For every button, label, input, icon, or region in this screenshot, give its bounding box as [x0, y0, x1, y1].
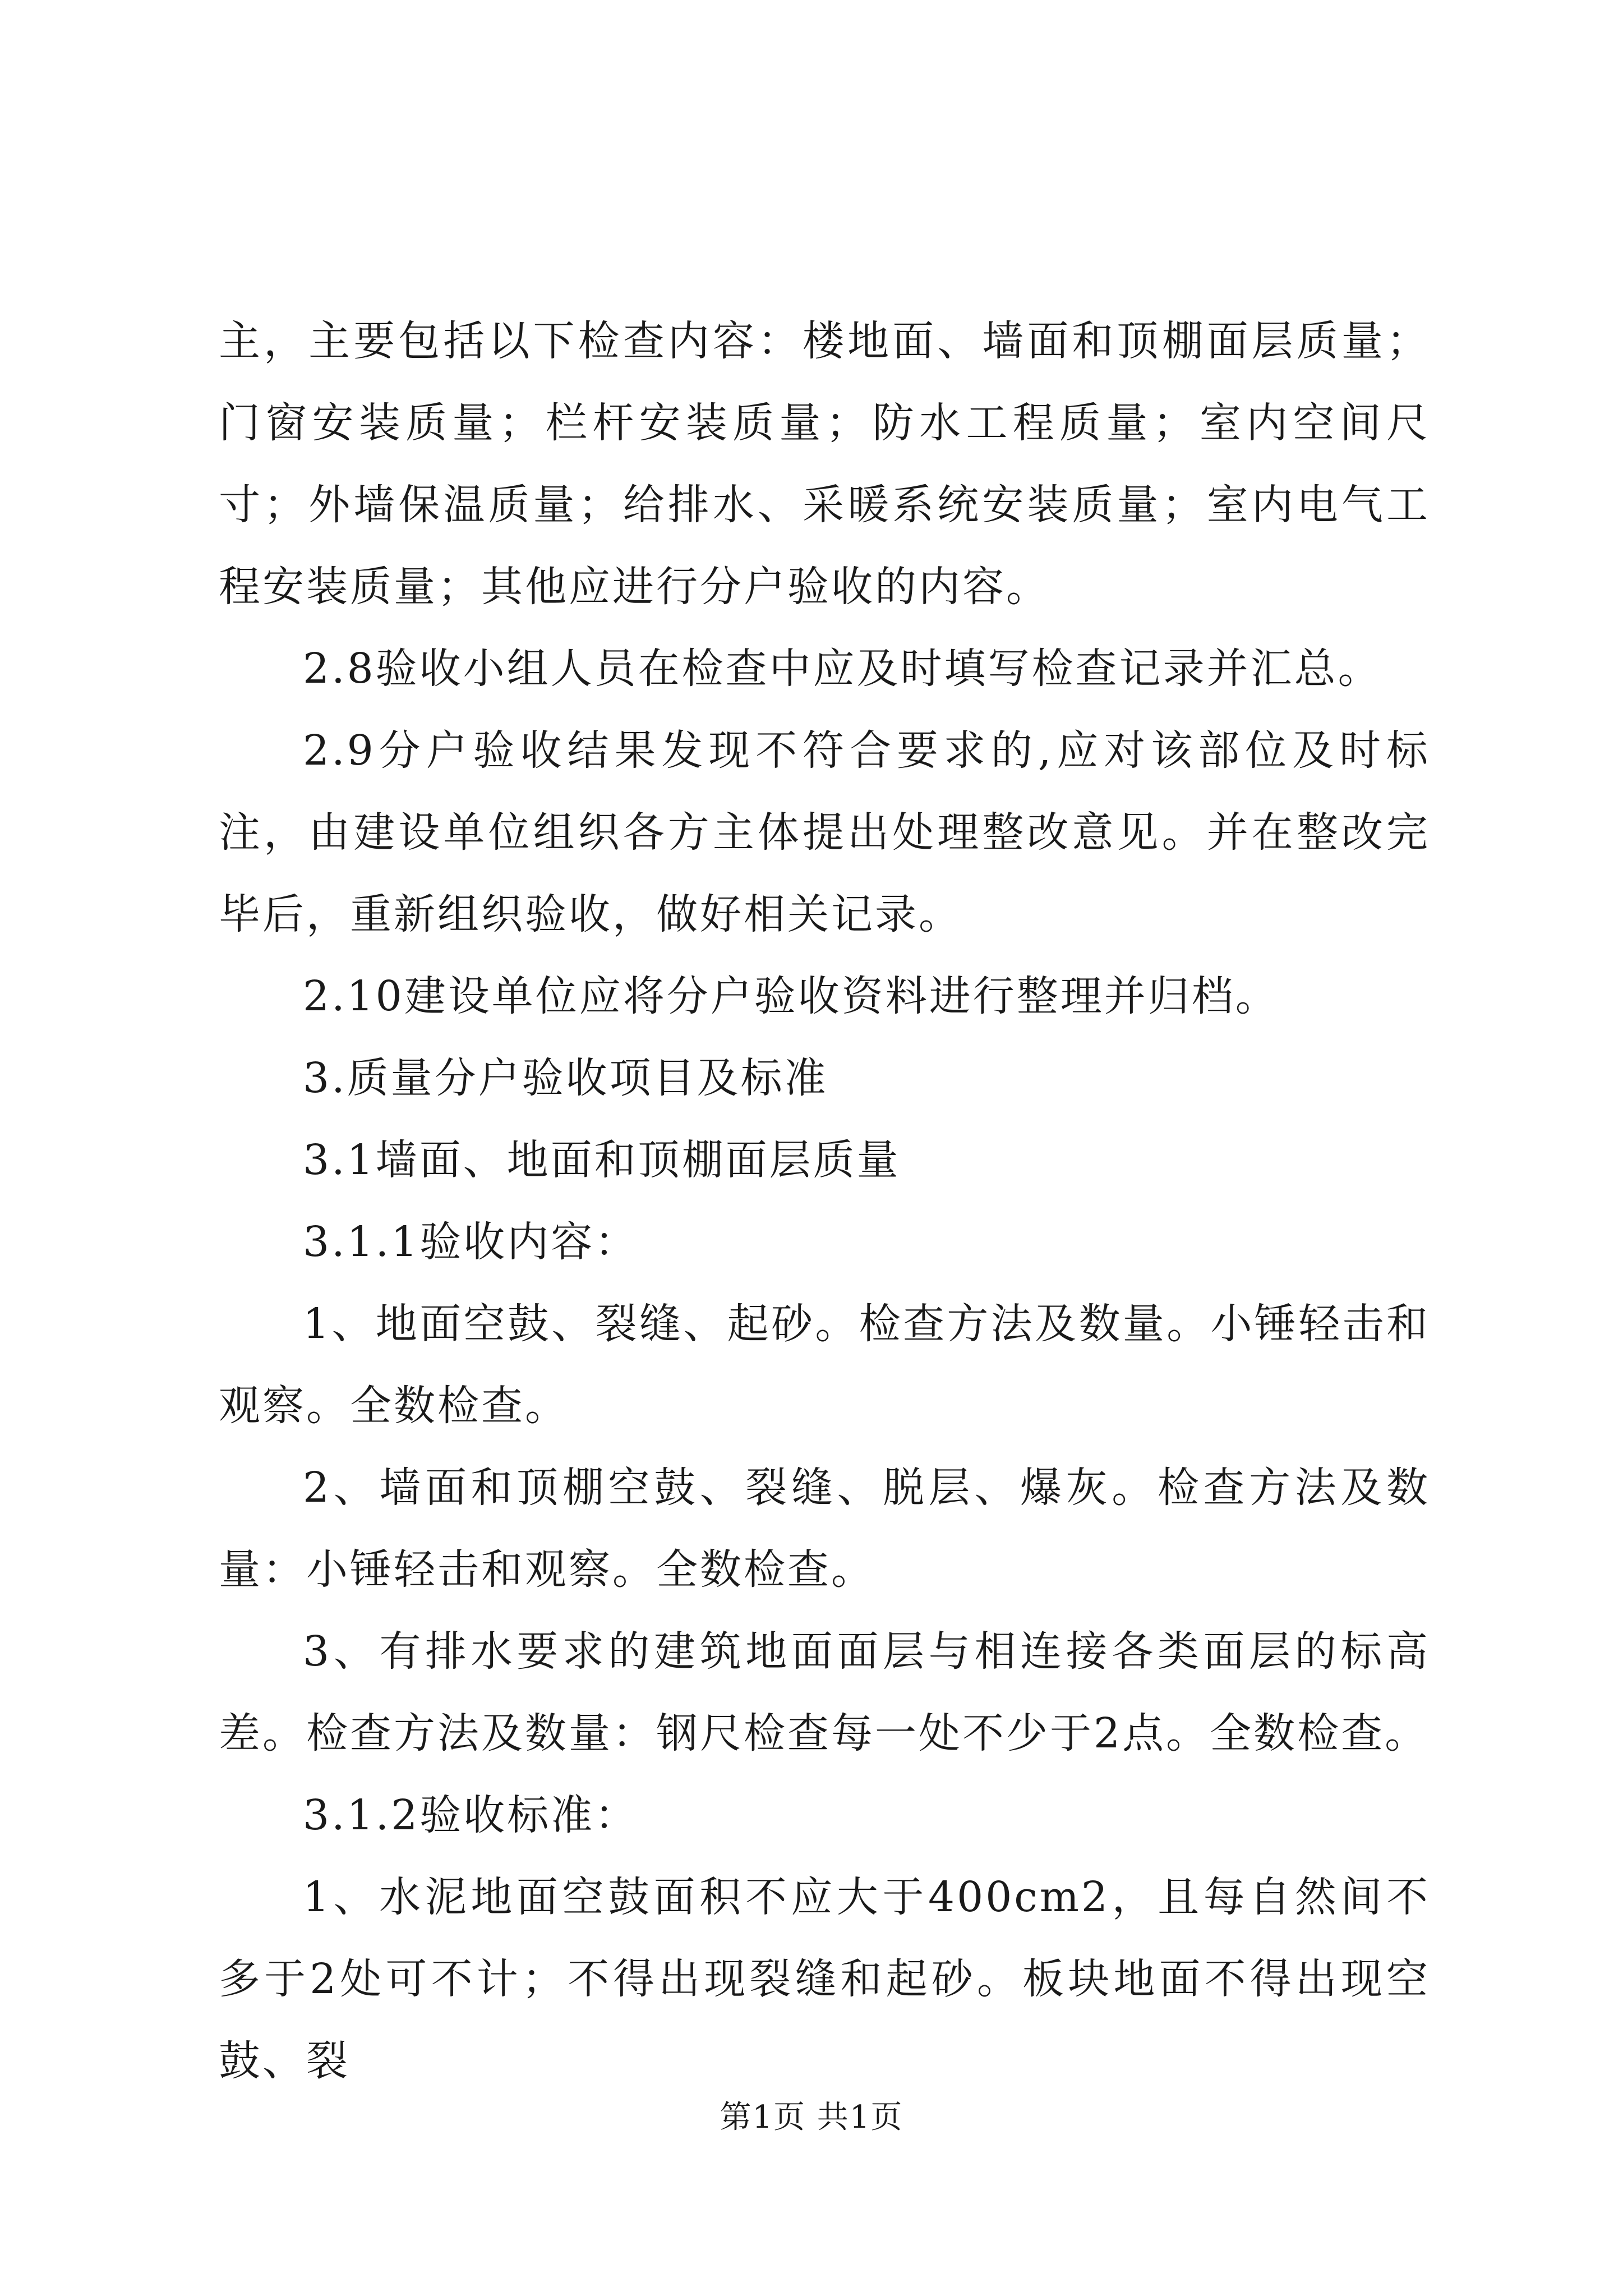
- paragraph-2-9: 2.9分户验收结果发现不符合要求的,应对该部位及时标注，由建设单位组织各方主体提出处理整改意见。并在整改完毕后，重新组织验收，做好相关记录。: [219, 726, 1430, 938]
- list-item-3: 3、有排水要求的建筑地面面层与相连接各类面层的标高差。检查方法及数量：钢尺检查每一处不少于2点。全数检查。: [219, 1627, 1430, 1757]
- section-heading-3-1-2: 3.1.2验收标准：: [303, 1791, 639, 1839]
- paragraph-intro: 主，主要包括以下检查内容：楼地面、墙面和顶棚面层质量；门窗安装质量；栏杆安装质量；防水工程质量；室内空间尺寸；外墙保温质量；给排水、采暖系统安装质量；室内电气工程安装质量；其他应进行分户验收的内容。: [219, 317, 1430, 611]
- section-heading-3: 3.质量分户验收项目及标准: [303, 1054, 828, 1102]
- list-item-2: 2、墙面和顶棚空鼓、裂缝、脱层、爆灰。检查方法及数量：小锤轻击和观察。全数检查。: [219, 1464, 1430, 1594]
- document-body: [219, 300, 1430, 2102]
- page-footer: 第1页 共1页: [720, 2099, 903, 2136]
- paragraph-2-8: 2.8验收小组人员在检查中应及时填写检查记录并汇总。: [303, 645, 1382, 693]
- section-heading-3-1: 3.1墙面、地面和顶棚面层质量: [303, 1136, 901, 1184]
- section-heading-3-1-1: 3.1.1验收内容：: [303, 1218, 639, 1266]
- paragraph-2-10: 2.10建设单位应将分户验收资料进行整理并归档。: [303, 972, 1279, 1020]
- list-item-1: 1、地面空鼓、裂缝、起砂。检查方法及数量。小锤轻击和观察。全数检查。: [219, 1300, 1430, 1430]
- standard-item-1: 1、水泥地面空鼓面积不应大于400cm2，且每自然间不多于2处可不计；不得出现裂缝和起砂。板块地面不得出现空鼓、裂: [219, 1873, 1430, 2085]
